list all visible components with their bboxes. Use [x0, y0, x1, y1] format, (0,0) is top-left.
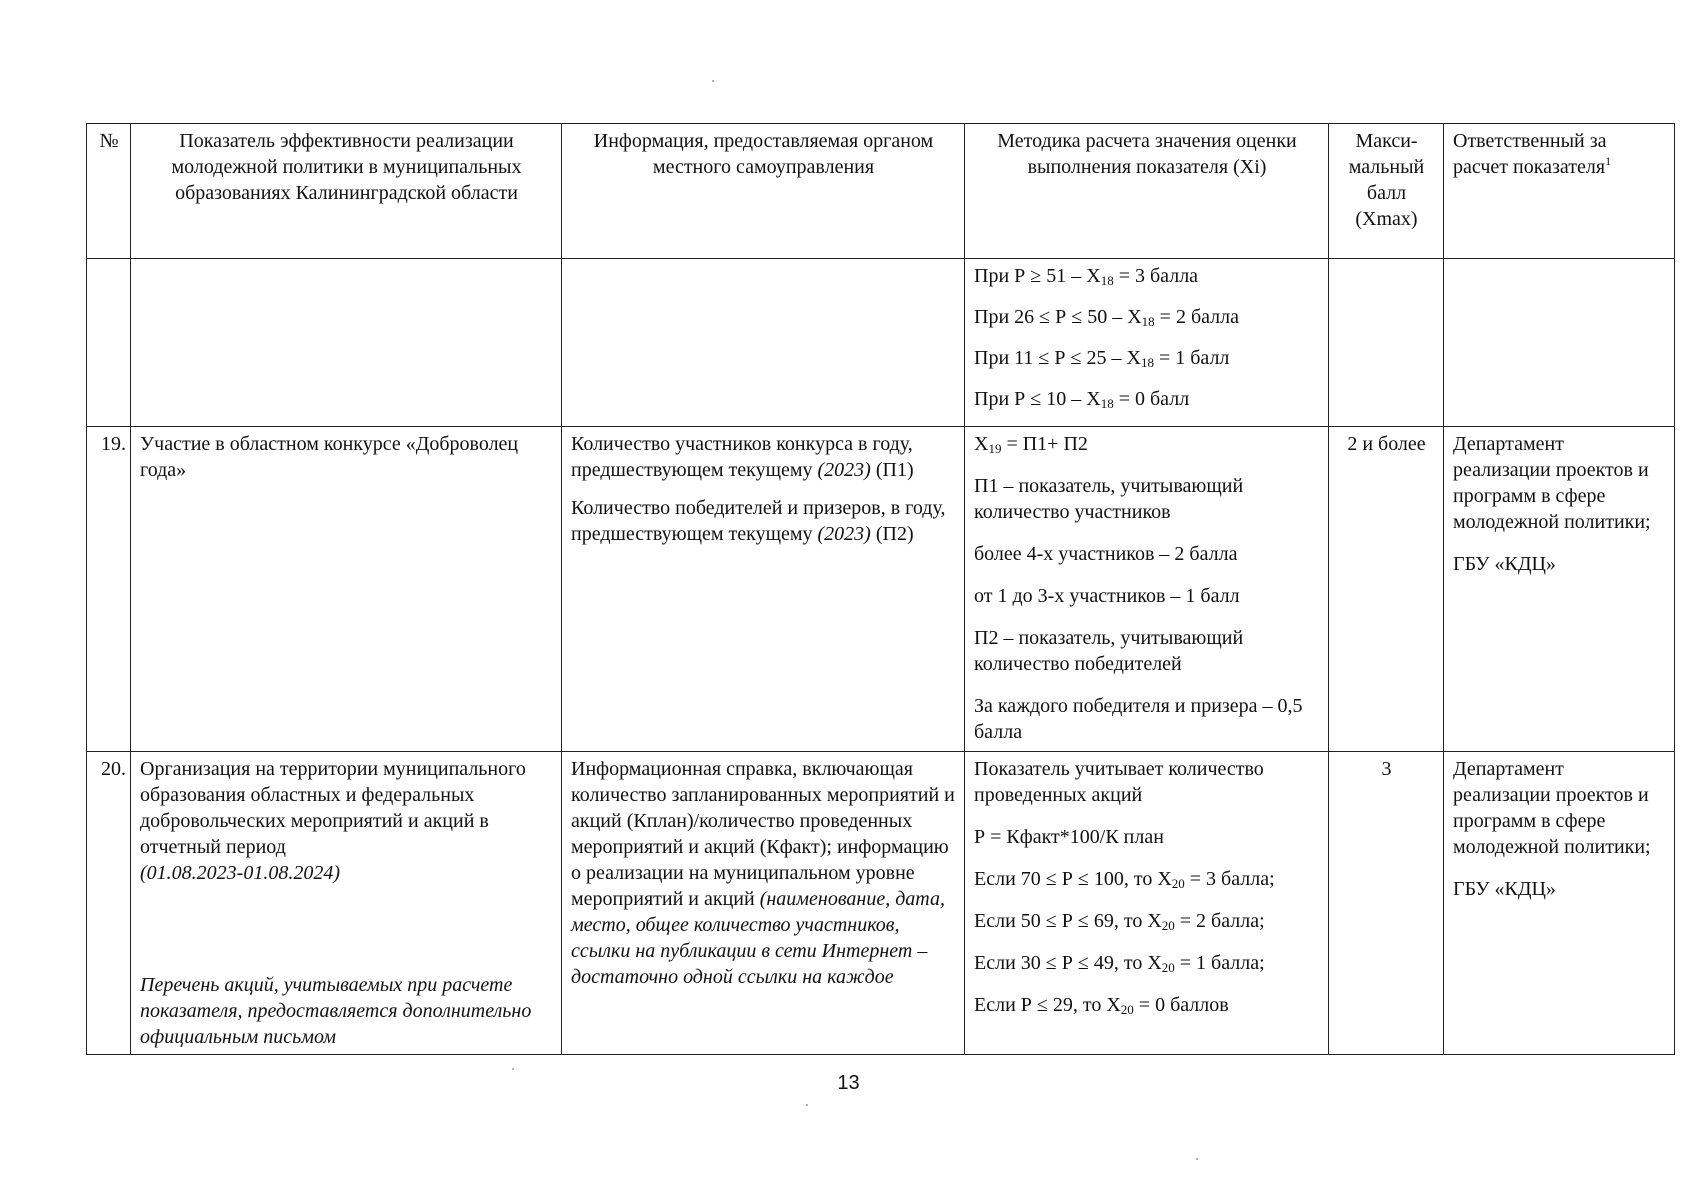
- scan-speck: [806, 1104, 808, 1106]
- header-responsible-text: Ответственный за расчет показателя: [1453, 130, 1607, 178]
- header-indicator: Показатель эффективности реализации молодежной политики в муниципальных образованиях Калининградской области: [131, 124, 562, 259]
- responsible-text: Департамент реализации проектов и программ в сфере молодежной политики;: [1453, 433, 1651, 533]
- info-paragraph: Количество победителей и призеров, в году, предшествующем текущему (2023) (П2): [571, 497, 946, 545]
- cell-max-score: 3: [1329, 752, 1444, 1055]
- info-paragraph: Количество участников конкурса в году, предшествующем текущему (2023) (П1): [571, 433, 914, 481]
- cell-indicator: Участие в областном конкурсе «Доброволец года»: [131, 427, 562, 752]
- indicator-text: Организация на территории муниципального образования областных и федеральных добровольческих мероприятий и акций в отчетный период: [140, 758, 526, 858]
- row-number: 19.: [87, 427, 131, 752]
- cell-method-continuation: [965, 259, 1329, 427]
- header-max-line: (Xmax): [1355, 208, 1418, 230]
- scan-speck: [512, 1068, 514, 1070]
- method-paragraph: За каждого победителя и призера – 0,5 балла: [974, 695, 1303, 743]
- method-paragraph: П1 – показатель, учитывающий количество участников: [974, 475, 1244, 523]
- method-paragraph: от 1 до 3-х участников – 1 балл: [974, 585, 1240, 607]
- scan-speck: [1196, 1158, 1198, 1160]
- responsible-text: ГБУ «КДЦ»: [1453, 553, 1556, 575]
- cell-empty: [562, 259, 965, 427]
- header-num: №: [87, 124, 131, 259]
- row-number: 20.: [87, 752, 131, 1055]
- cell-info: Информационная справка, включающая количество запланированных мероприятий и акций (Кплан)/количество проведенных мероприятий и акций (Кфакт); информацию о реализации на муниципальном уровне мероприятий и акций (наименование, дата, место, общее количество участников, ссылки на публикации в сети Интернет – достаточно одной ссылки на каждое: [562, 752, 965, 1055]
- footnote-marker: 1: [1605, 154, 1612, 168]
- cell-empty: [1329, 259, 1444, 427]
- scan-speck: [712, 80, 714, 82]
- cell-empty: [1444, 259, 1675, 427]
- page-number: 13: [837, 1072, 860, 1094]
- responsible-text: ГБУ «КДЦ»: [1453, 878, 1556, 900]
- score-rule: Если 50 ≤ Р ≤ 69, то $Х_{20} = 2$ балла;: [974, 910, 1265, 933]
- responsible-text: Департамент реализации проектов и программ в сфере молодежной политики;: [1453, 758, 1651, 858]
- score-rule: Если 30 ≤ Р ≤ 49, то $Х_{20} = 1$ балла;: [974, 952, 1265, 975]
- table-row-20: [87, 752, 1675, 1055]
- score-rule: При $26 \le Р \le 50 - Х_{18} = 2$ балла: [974, 306, 1240, 329]
- cell-max-score: 2 и более: [1329, 427, 1444, 752]
- header-max-score: [1329, 124, 1444, 259]
- header-responsible: [1444, 124, 1675, 259]
- cell-method: [965, 427, 1329, 752]
- header-max-line: балл: [1366, 182, 1407, 204]
- score-rule: При $11 \le Р \le 25 - Х_{18} = 1$ балл: [974, 347, 1230, 370]
- method-paragraph: П2 – показатель, учитывающий количество победителей: [974, 627, 1244, 675]
- method-formula: Р = Кфакт*100/К план: [974, 826, 1164, 848]
- indicator-period: (01.08.2023-01.08.2024): [140, 862, 340, 884]
- method-paragraph: более 4-х участников – 2 балла: [974, 543, 1238, 565]
- header-max-line: мальный: [1348, 156, 1425, 178]
- score-rule: Если Р ≤ 29, то $Х_{20} = 0$ баллов: [974, 994, 1229, 1017]
- header-method: Методика расчета значения оценки выполнения показателя (Xi): [965, 124, 1329, 259]
- cell-responsible: [1444, 427, 1675, 752]
- header-info: Информация, предоставляемая органом местного самоуправления: [562, 124, 965, 259]
- cell-info: [562, 427, 965, 752]
- table-header-row: [87, 124, 1675, 259]
- score-rule: При $Р \le 10 - Х_{18} = 0$ балл: [974, 388, 1190, 411]
- header-max-line: Макси-: [1355, 130, 1418, 152]
- cell-empty: [87, 259, 131, 427]
- indicators-table: [86, 123, 1675, 1055]
- table-row-19: [87, 427, 1675, 752]
- method-formula: $Х_{19} = П1+ П2$: [974, 433, 1088, 456]
- cell-empty: [131, 259, 562, 427]
- method-paragraph: Показатель учитывает количество проведенных акций: [974, 758, 1264, 806]
- cell-method: [965, 752, 1329, 1055]
- table-row-continuation: [87, 259, 1675, 427]
- spacer: [140, 886, 553, 972]
- score-rule: Если 70 ≤ Р ≤ 100, то $Х_{20} = 3$ балла;: [974, 868, 1275, 891]
- cell-indicator: [131, 752, 562, 1055]
- score-rule: При $Р \ge 51 - Х_{18} = 3$ балла: [974, 265, 1199, 288]
- cell-responsible: [1444, 752, 1675, 1055]
- indicator-note: Перечень акций, учитываемых при расчете показателя, предоставляется дополнительно официальным письмом: [140, 974, 532, 1048]
